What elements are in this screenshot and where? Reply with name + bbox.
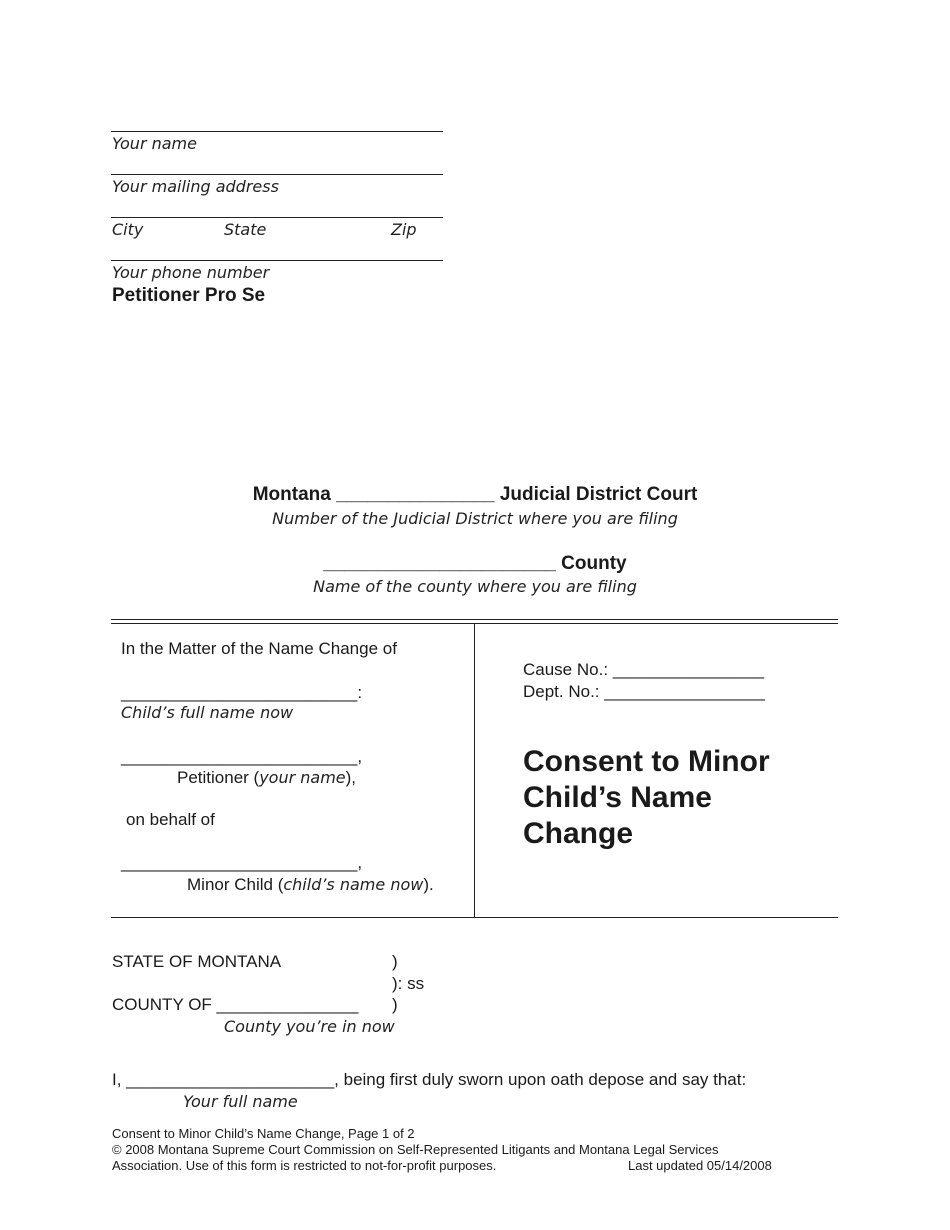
venue-paren2: ) <box>392 995 398 1014</box>
district-hint: Number of the Judicial District where you are filing <box>272 509 678 528</box>
phone-label: Your phone number <box>112 263 270 282</box>
oath-text[interactable]: I, ______________________, being first duly sworn upon oath depose and say that: <box>112 1070 747 1089</box>
phone-line[interactable] <box>111 260 443 261</box>
petitioner-hint: your name <box>259 768 346 787</box>
caption-divider <box>474 623 475 917</box>
venue-ss: ): ss <box>392 974 425 993</box>
footer-updated: Last updated 05/14/2008 <box>628 1158 772 1173</box>
state-label: State <box>224 220 267 239</box>
name-line[interactable] <box>111 131 443 132</box>
venue-state: STATE OF MONTANA <box>112 952 282 971</box>
matter-text: In the Matter of the Name Change of <box>121 639 397 658</box>
county-hint: Name of the county where you are filing <box>313 577 637 596</box>
footer-line1: Consent to Minor Child’s Name Change, Page 1 of 2 <box>112 1126 415 1141</box>
petitioner-suffix: ), <box>345 768 357 787</box>
court-line: Montana _______________ Judicial District Court <box>252 484 698 505</box>
footer-line3: Association. Use of this form is restricted to not-for-profit purposes. <box>112 1158 497 1173</box>
child-name-blank[interactable]: _________________________: <box>121 683 363 702</box>
name-label: Your name <box>112 134 197 153</box>
venue-county[interactable]: COUNTY OF _______________ <box>112 995 359 1014</box>
document-title-line3: Change <box>523 817 634 850</box>
caption-bottom-rule <box>111 917 838 918</box>
document-title-line2: Child’s Name <box>523 781 712 814</box>
petitioner-caption <box>177 768 356 788</box>
address-line[interactable] <box>111 174 443 175</box>
petitioner-role: Petitioner Pro Se <box>112 285 266 306</box>
minor-blank[interactable]: _________________________, <box>121 853 363 872</box>
city-label: City <box>112 220 144 239</box>
address-label: Your mailing address <box>112 177 279 196</box>
behalf-text: on behalf of <box>126 810 215 829</box>
minor-suffix: ). <box>423 875 434 894</box>
caption-top-rule <box>111 619 838 620</box>
oath-hint: Your full name <box>183 1092 298 1111</box>
county-line: ______________________ County <box>323 553 627 574</box>
document-title-line1: Consent to Minor <box>523 745 770 778</box>
venue-paren1: ) <box>392 952 398 971</box>
cause-number[interactable]: Cause No.: ________________ <box>523 660 765 679</box>
child-name-hint: Child’s full name now <box>121 703 294 722</box>
city-state-zip-line[interactable] <box>111 217 443 218</box>
minor-hint: child’s name now <box>283 875 424 894</box>
footer-line2: © 2008 Montana Supreme Court Commission on Self-Represented Litigants and Montana Legal Services <box>112 1142 719 1157</box>
petitioner-blank[interactable]: _________________________, <box>121 747 363 766</box>
minor-prefix: Minor Child ( <box>187 875 284 894</box>
zip-label: Zip <box>391 220 417 239</box>
venue-county-hint: County you’re in now <box>224 1017 395 1036</box>
dept-number[interactable]: Dept. No.: _________________ <box>523 682 765 701</box>
petitioner-prefix: Petitioner ( <box>177 768 260 787</box>
minor-caption <box>187 875 434 895</box>
